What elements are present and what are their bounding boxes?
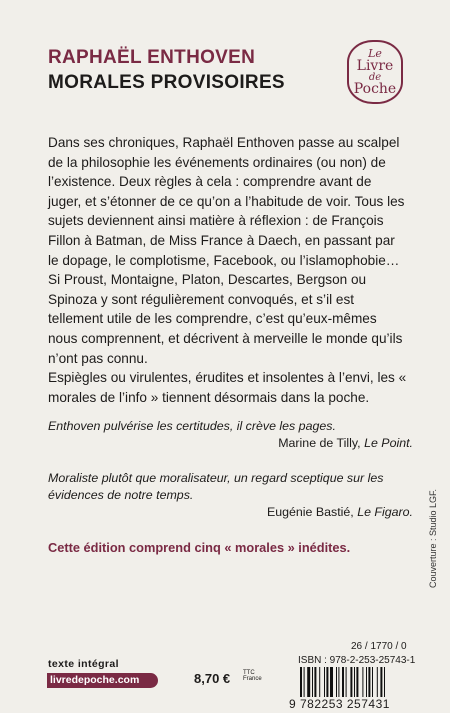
quote-text: Moraliste plutôt que moralisateur, un regard sceptique sur les évidences de notre temps. [48,471,384,502]
price-value: 8,70 € [194,671,231,686]
price [194,670,262,686]
barcode-number: 9 782253 257431 [289,697,414,711]
quote-publication: Le Figaro. [357,505,413,519]
logo-line-2: Livre [356,58,394,74]
quote-publication: Le Point. [364,436,413,450]
website-badge[interactable]: livredepoche.com [47,673,158,688]
blurb-paragraph-2: Espiègles ou virulentes, érudites et insolentes à l’envi, les « morales de l’info » tiennent désormais dans la poche. [48,370,407,405]
logo-line-1: Le [368,47,382,60]
edition-note: Cette édition comprend cinq « morales » inédites. [48,540,351,555]
logo-line-4: Poche [353,81,397,97]
tax-line-2: France [243,676,262,682]
quote-source [48,504,413,521]
tax-line-1: TTC [243,670,255,676]
book-title: MORALES PROVISOIRES [48,72,285,93]
back-cover-blurb [48,133,408,407]
blurb-paragraph-1: Dans ses chroniques, Raphaël Enthoven passe au scalpel de la philosophie les événements ordinaires (ou non) de l’existence. Deux règles à cela : comprendre avant de juger, et s’étonner de ce qu’on a l’habitude de voir. Tous les sujets deviennent ainsi matière à réflexion : de François Fillon à Batman, de Miss France à Daech, en passant par le dopage, le complotisme, Facebook, ou l’islamophobie… Si Proust, Montaigne, Platon, Descartes, Bergson ou Spinoza y sont régulièrement convoqués, et s’il est tellement utile de les comprendre, c’est qu’eux-mêmes nous comprennent, et décrivent à merveille le monde qu’ils n’ont pas connu. [48,135,405,366]
publisher-logo [347,40,403,104]
cover-credit: Couverture : Studio LGF. [428,488,438,588]
logo-line-3: de [368,72,382,83]
quote-text: Enthoven pulvérise les certitudes, il crève les pages. [48,419,336,433]
catalog-reference: 26 / 1770 / 0 [351,641,407,652]
price-tax-note [243,670,262,682]
full-text-label: texte intégral [48,658,119,670]
quote-author: Marine de Tilly, [278,436,361,450]
isbn: ISBN : 978-2-253-25743-1 [298,655,416,666]
author-name: RAPHAËL ENTHOVEN [48,47,256,68]
quote-source [48,435,413,452]
press-quote-2 [48,470,413,521]
press-quote-1 [48,418,413,452]
quote-author: Eugénie Bastié, [266,505,354,519]
